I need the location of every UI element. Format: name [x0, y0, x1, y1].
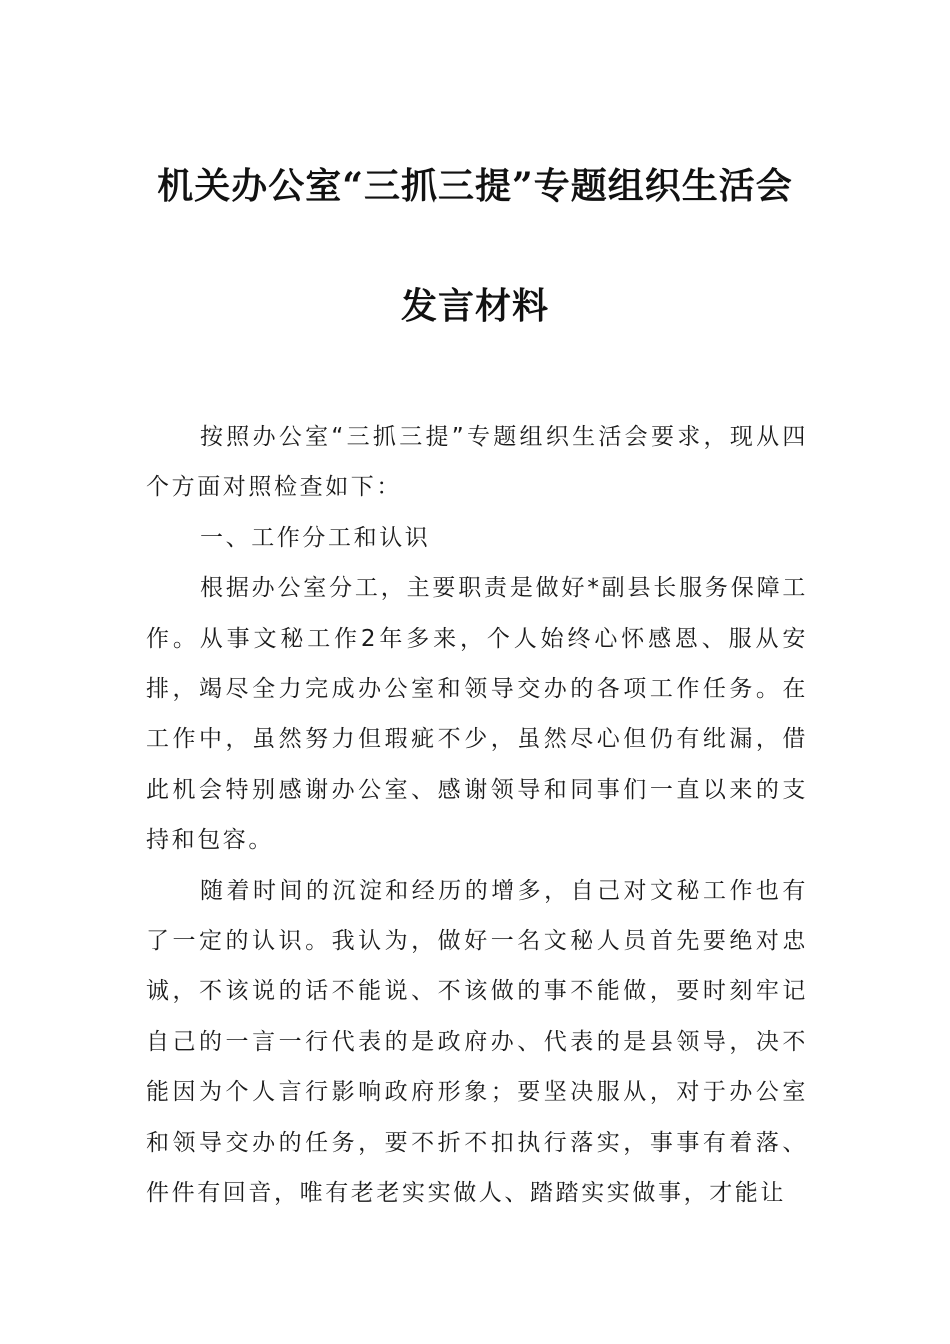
- section-heading-1: 一、工作分工和认识: [200, 524, 431, 551]
- document-body: [146, 412, 808, 1219]
- paragraph-duties: 根据办公室分工，主要职责是做好*副县长服务保障工作。从事文秘工作2年多来，个人始终心怀感恩、服从安排，竭尽全力完成办公室和领导交办的各项工作任务。在工作中，虽然努力但瑕疵不少，虽然尽心但仍有纰漏，借此机会特别感谢办公室、感谢领导和同事们一直以来的支持和包容。: [146, 575, 808, 854]
- paragraph-understanding: 随着时间的沉淀和经历的增多，自己对文秘工作也有了一定的认识。我认为，做好一名文秘人员首先要绝对忠诚，不该说的话不能说、不该做的事不能做，要时刻牢记自己的一言一行代表的是政府办、代表的是县领导，决不能因为个人言行影响政府形象；要坚决服从，对于办公室和领导交办的任务，要不折不扣执行落实，事事有着落、件件有回音，唯有老老实实做人、踏踏实实做事，才能让: [146, 877, 808, 1207]
- document-title-line-2: 发言材料: [400, 285, 549, 327]
- document-title-line-1: 机关办公室“三抓三提”专题组织生活会: [157, 165, 793, 207]
- paragraph-intro: 按照办公室“三抓三提”专题组织生活会要求，现从四个方面对照检查如下：: [146, 424, 808, 501]
